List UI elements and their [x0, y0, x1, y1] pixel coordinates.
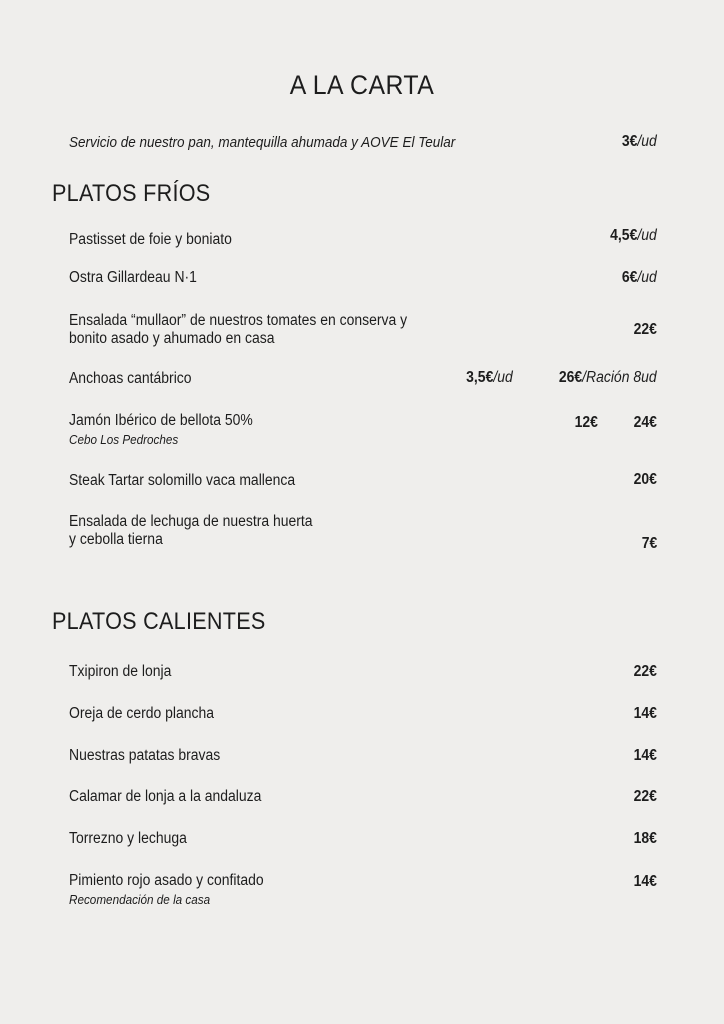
menu-item-name-line2: bonito asado y ahumado en casa [69, 330, 275, 347]
menu-item-price: 6€/ud [622, 269, 657, 286]
page-title: A LA CARTA [289, 70, 435, 100]
menu-item-name-line2: y cebolla tierna [69, 531, 163, 548]
menu-item-price: 14€ [633, 747, 657, 764]
menu-item-name-line1: Ensalada de lechuga de nuestra huerta [69, 513, 313, 530]
menu-item-price-large: 24€ [633, 414, 657, 431]
menu-item-price-unit: 3,5€/ud [466, 369, 513, 386]
menu-item-name-line1: Ensalada “mullaor” de nuestros tomates en conserva y [69, 312, 408, 329]
menu-item-price: 14€ [633, 705, 657, 722]
menu-item-name: Pastisset de foie y boniato [69, 231, 232, 248]
menu-item-price: 22€ [633, 788, 657, 805]
menu-item-price: 20€ [633, 471, 657, 488]
menu-item-price-small: 12€ [574, 414, 598, 431]
menu-item-name: Pimiento rojo asado y confitado [69, 872, 264, 889]
menu-item-name: Txipiron de lonja [69, 663, 172, 680]
section-hot-heading: PLATOS CALIENTES [52, 608, 266, 635]
menu-item-name: Anchoas cantábrico [69, 370, 192, 387]
menu-item-price: 4,5€/ud [610, 227, 657, 244]
menu-item-name: Nuestras patatas bravas [69, 747, 221, 764]
menu-item-name: Oreja de cerdo plancha [69, 705, 215, 722]
menu-item-name: Jamón Ibérico de bellota 50% [69, 412, 253, 429]
menu-item-note: Cebo Los Pedroches [69, 432, 179, 447]
menu-item-price: 7€ [641, 535, 657, 552]
menu-item-price: 22€ [633, 663, 657, 680]
menu-item-note: Recomendación de la casa [69, 892, 211, 907]
menu-item-price: 14€ [633, 873, 657, 890]
menu-item-price: 18€ [633, 830, 657, 847]
section-cold-heading: PLATOS FRÍOS [52, 180, 211, 207]
menu-item-price: 22€ [633, 321, 657, 338]
menu-item-price-portion: 26€/Ración 8ud [559, 369, 657, 386]
bread-service-text: Servicio de nuestro pan, mantequilla ahumada y AOVE El Teular [69, 134, 456, 151]
bread-price: 3€/ud [622, 133, 657, 150]
menu-item-name: Calamar de lonja a la andaluza [69, 788, 262, 805]
menu-item-name: Torrezno y lechuga [69, 830, 187, 847]
menu-item-name: Ostra Gillardeau N·1 [69, 269, 197, 286]
menu-item-name: Steak Tartar solomillo vaca mallenca [69, 472, 296, 489]
